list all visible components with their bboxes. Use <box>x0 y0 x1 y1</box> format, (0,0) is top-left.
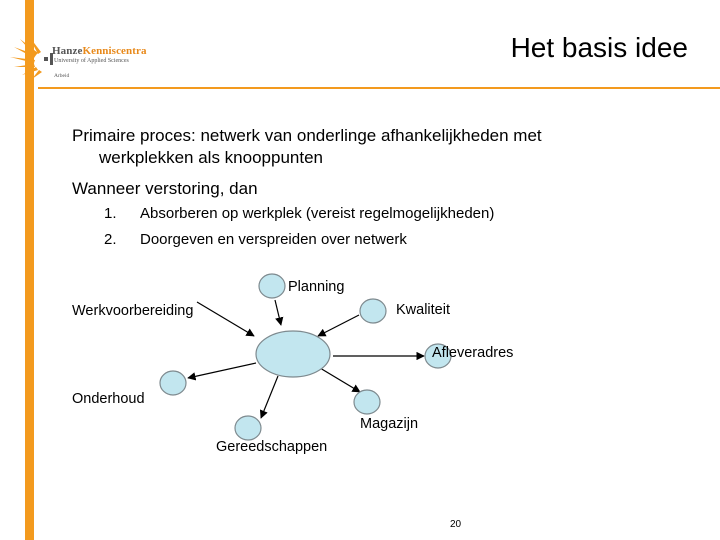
node-gereedschappen <box>235 416 261 440</box>
node-label-onderhoud: Onderhoud <box>72 391 145 407</box>
paragraph-line: Primaire proces: netwerk van onderlinge afhankelijkheden met <box>72 126 542 145</box>
edge-magazijn <box>320 368 360 392</box>
edge-gereedschappen <box>261 376 278 418</box>
node-label-magazijn: Magazijn <box>360 416 419 432</box>
node-magazijn <box>354 390 380 414</box>
list-number: 1. <box>104 205 117 222</box>
list-number: 2. <box>104 231 117 248</box>
edge-planning <box>275 300 281 325</box>
central-workplace-node <box>256 331 330 377</box>
logo-wordmark: HanzeKenniscentra <box>52 45 147 57</box>
logo-unit: Arbeid <box>54 73 70 79</box>
paragraph-line: werkplekken als knooppunten <box>99 148 323 167</box>
node-label-kwaliteit: Kwaliteit <box>396 302 450 318</box>
node-kwaliteit <box>360 299 386 323</box>
list-text: Absorberen op werkplek (vereist regelmogelijkheden) <box>140 205 495 222</box>
edge-kwaliteit <box>318 315 359 336</box>
edge-werkvoorbereiding <box>197 302 254 336</box>
slide-title: Het basis idee <box>510 32 688 63</box>
node-label-planning: Planning <box>288 279 345 295</box>
node-label-gereedschappen: Gereedschappen <box>216 439 328 455</box>
paragraph-disturbance: Wanneer verstoring, dan <box>72 179 258 198</box>
page-number: 20 <box>450 519 462 530</box>
node-onderhoud <box>160 371 186 395</box>
node-planning <box>259 274 285 298</box>
node-label-werkvoorbereiding: Werkvoorbereiding <box>72 303 194 319</box>
edge-onderhoud <box>188 363 256 378</box>
list-text: Doorgeven en verspreiden over netwerk <box>140 231 407 248</box>
logo-subtitle: University of Applied Sciences <box>54 58 129 64</box>
node-label-afleveradres: Afleveradres <box>432 345 514 361</box>
